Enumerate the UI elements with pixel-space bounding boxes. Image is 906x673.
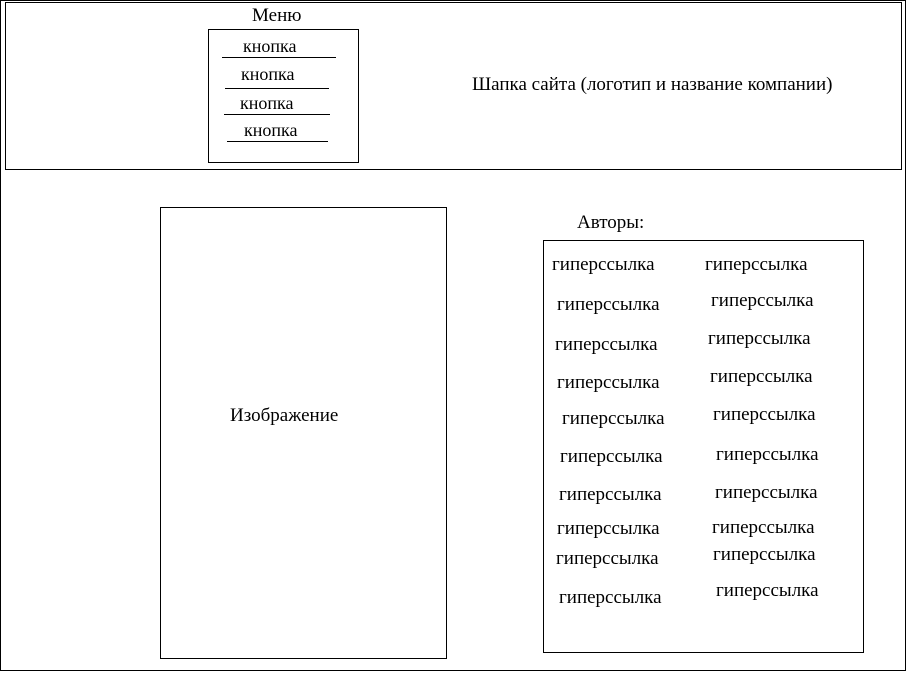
author-link[interactable]: гиперссылка — [710, 366, 813, 387]
author-link[interactable]: гиперссылка — [555, 334, 658, 355]
author-link[interactable]: гиперссылка — [708, 328, 811, 349]
author-link[interactable]: гиперссылка — [557, 372, 660, 393]
author-link[interactable]: гиперссылка — [560, 446, 663, 467]
menu-divider — [227, 141, 328, 142]
author-link[interactable]: гиперссылка — [713, 544, 816, 565]
author-link[interactable]: гиперссылка — [715, 482, 818, 503]
author-link[interactable]: гиперссылка — [559, 484, 662, 505]
header-title: Шапка сайта (логотип и название компании) — [472, 74, 833, 95]
image-label: Изображение — [230, 405, 339, 426]
author-link[interactable]: гиперссылка — [716, 444, 819, 465]
author-link[interactable]: гиперссылка — [557, 518, 660, 539]
author-link[interactable]: гиперссылка — [552, 254, 655, 275]
menu-button-1[interactable]: кнопка — [243, 36, 297, 56]
menu-divider — [222, 57, 336, 58]
author-link[interactable]: гиперссылка — [705, 254, 808, 275]
author-link[interactable]: гиперссылка — [716, 580, 819, 601]
image-placeholder — [160, 207, 447, 659]
menu-label: Меню — [252, 5, 302, 26]
menu-button-4[interactable]: кнопка — [244, 120, 298, 140]
author-link[interactable]: гиперссылка — [559, 587, 662, 608]
authors-label: Авторы: — [577, 212, 645, 233]
author-link[interactable]: гиперссылка — [556, 548, 659, 569]
author-link[interactable]: гиперссылка — [562, 408, 665, 429]
author-link[interactable]: гиперссылка — [557, 294, 660, 315]
menu-button-2[interactable]: кнопка — [241, 64, 295, 84]
author-link[interactable]: гиперссылка — [711, 290, 814, 311]
author-link[interactable]: гиперссылка — [713, 404, 816, 425]
author-link[interactable]: гиперссылка — [712, 517, 815, 538]
menu-button-3[interactable]: кнопка — [240, 93, 294, 113]
menu-divider — [224, 114, 330, 115]
menu-divider — [225, 88, 329, 89]
